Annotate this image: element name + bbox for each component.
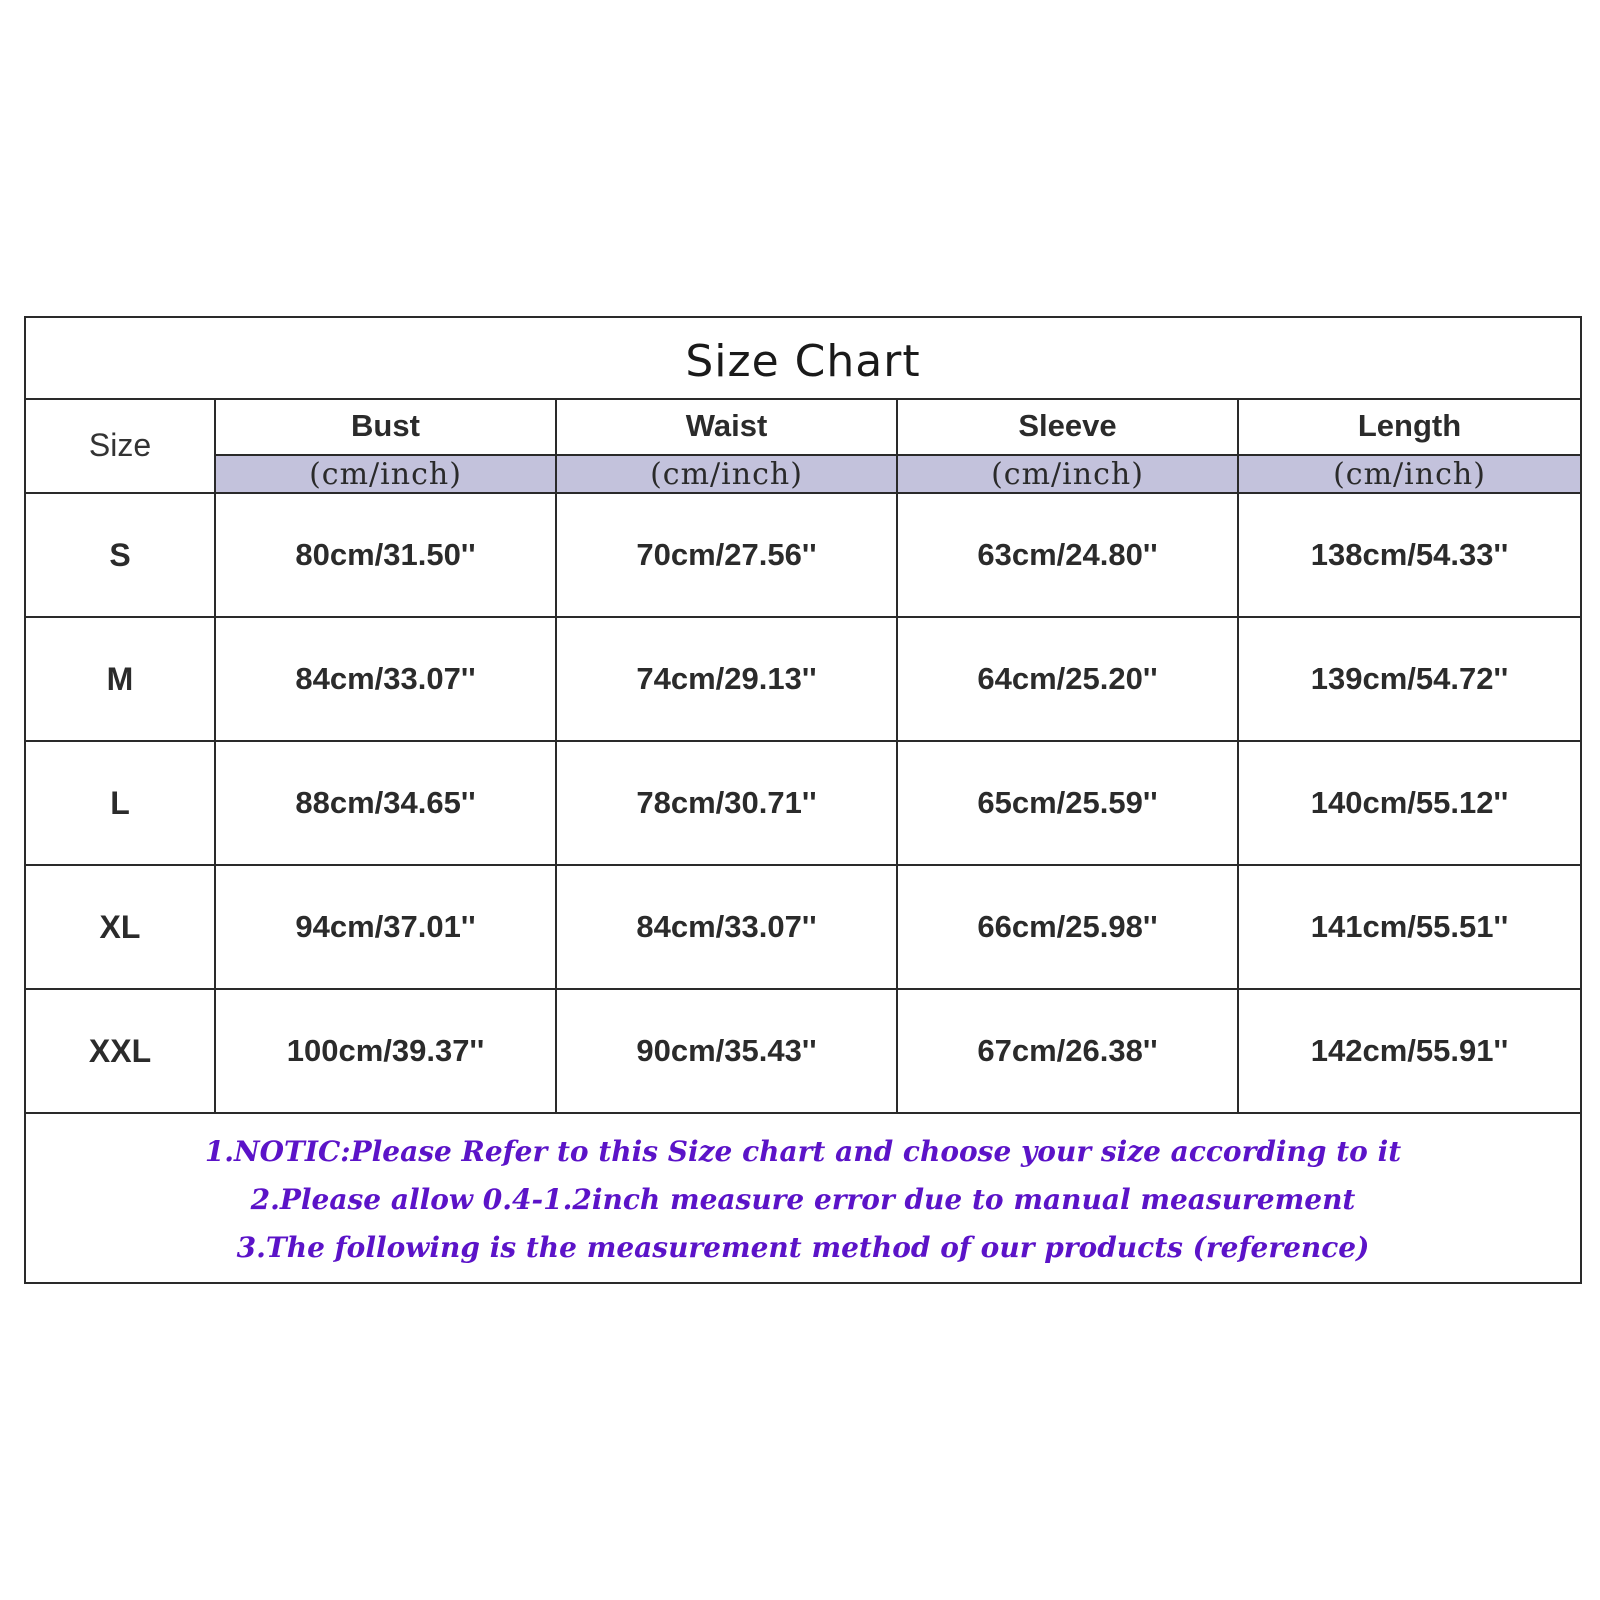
table-cell: 84cm/33.07'' [216, 618, 557, 742]
note-line: 2.Please allow 0.4-1.2inch measure error due to manual measurement [250, 1183, 1356, 1216]
column-unit: (cm/inch) [216, 456, 555, 492]
size-chart [24, 316, 1582, 1284]
size-table [26, 398, 1580, 1118]
table-cell: 138cm/54.33'' [1239, 494, 1580, 618]
column-header-waist [557, 398, 898, 494]
column-unit: (cm/inch) [557, 456, 896, 492]
table-cell: 94cm/37.01'' [216, 866, 557, 990]
notes-section [26, 1118, 1580, 1282]
table-cell: 140cm/55.12'' [1239, 742, 1580, 866]
table-cell: 142cm/55.91'' [1239, 990, 1580, 1114]
table-cell: 80cm/31.50'' [216, 494, 557, 618]
table-cell: 65cm/25.59'' [898, 742, 1239, 866]
column-header-sleeve [898, 398, 1239, 494]
table-cell: 84cm/33.07'' [557, 866, 898, 990]
title-row [26, 318, 1580, 400]
size-label: XL [26, 866, 216, 990]
column-header-length [1239, 398, 1580, 494]
size-label: L [26, 742, 216, 866]
table-cell: 64cm/25.20'' [898, 618, 1239, 742]
table-cell: 67cm/26.38'' [898, 990, 1239, 1114]
table-cell: 139cm/54.72'' [1239, 618, 1580, 742]
size-label: XXL [26, 990, 216, 1114]
chart-title: Size Chart [685, 335, 921, 387]
table-cell: 90cm/35.43'' [557, 990, 898, 1114]
column-header-bust [216, 398, 557, 494]
size-column-header: Size [26, 398, 216, 494]
column-name: Bust [216, 398, 555, 456]
column-unit: (cm/inch) [1239, 456, 1580, 492]
table-cell: 70cm/27.56'' [557, 494, 898, 618]
size-label: M [26, 618, 216, 742]
column-unit: (cm/inch) [898, 456, 1237, 492]
note-line: 1.NOTIC:Please Refer to this Size chart and choose your size according to it [204, 1135, 1402, 1168]
table-cell: 78cm/30.71'' [557, 742, 898, 866]
note-line: 3.The following is the measurement method of our products (reference) [236, 1231, 1370, 1264]
table-cell: 100cm/39.37'' [216, 990, 557, 1114]
column-name: Waist [557, 398, 896, 456]
size-label: S [26, 494, 216, 618]
table-cell: 66cm/25.98'' [898, 866, 1239, 990]
table-cell: 63cm/24.80'' [898, 494, 1239, 618]
column-name: Length [1239, 398, 1580, 456]
table-cell: 74cm/29.13'' [557, 618, 898, 742]
column-name: Sleeve [898, 398, 1237, 456]
table-cell: 141cm/55.51'' [1239, 866, 1580, 990]
table-cell: 88cm/34.65'' [216, 742, 557, 866]
